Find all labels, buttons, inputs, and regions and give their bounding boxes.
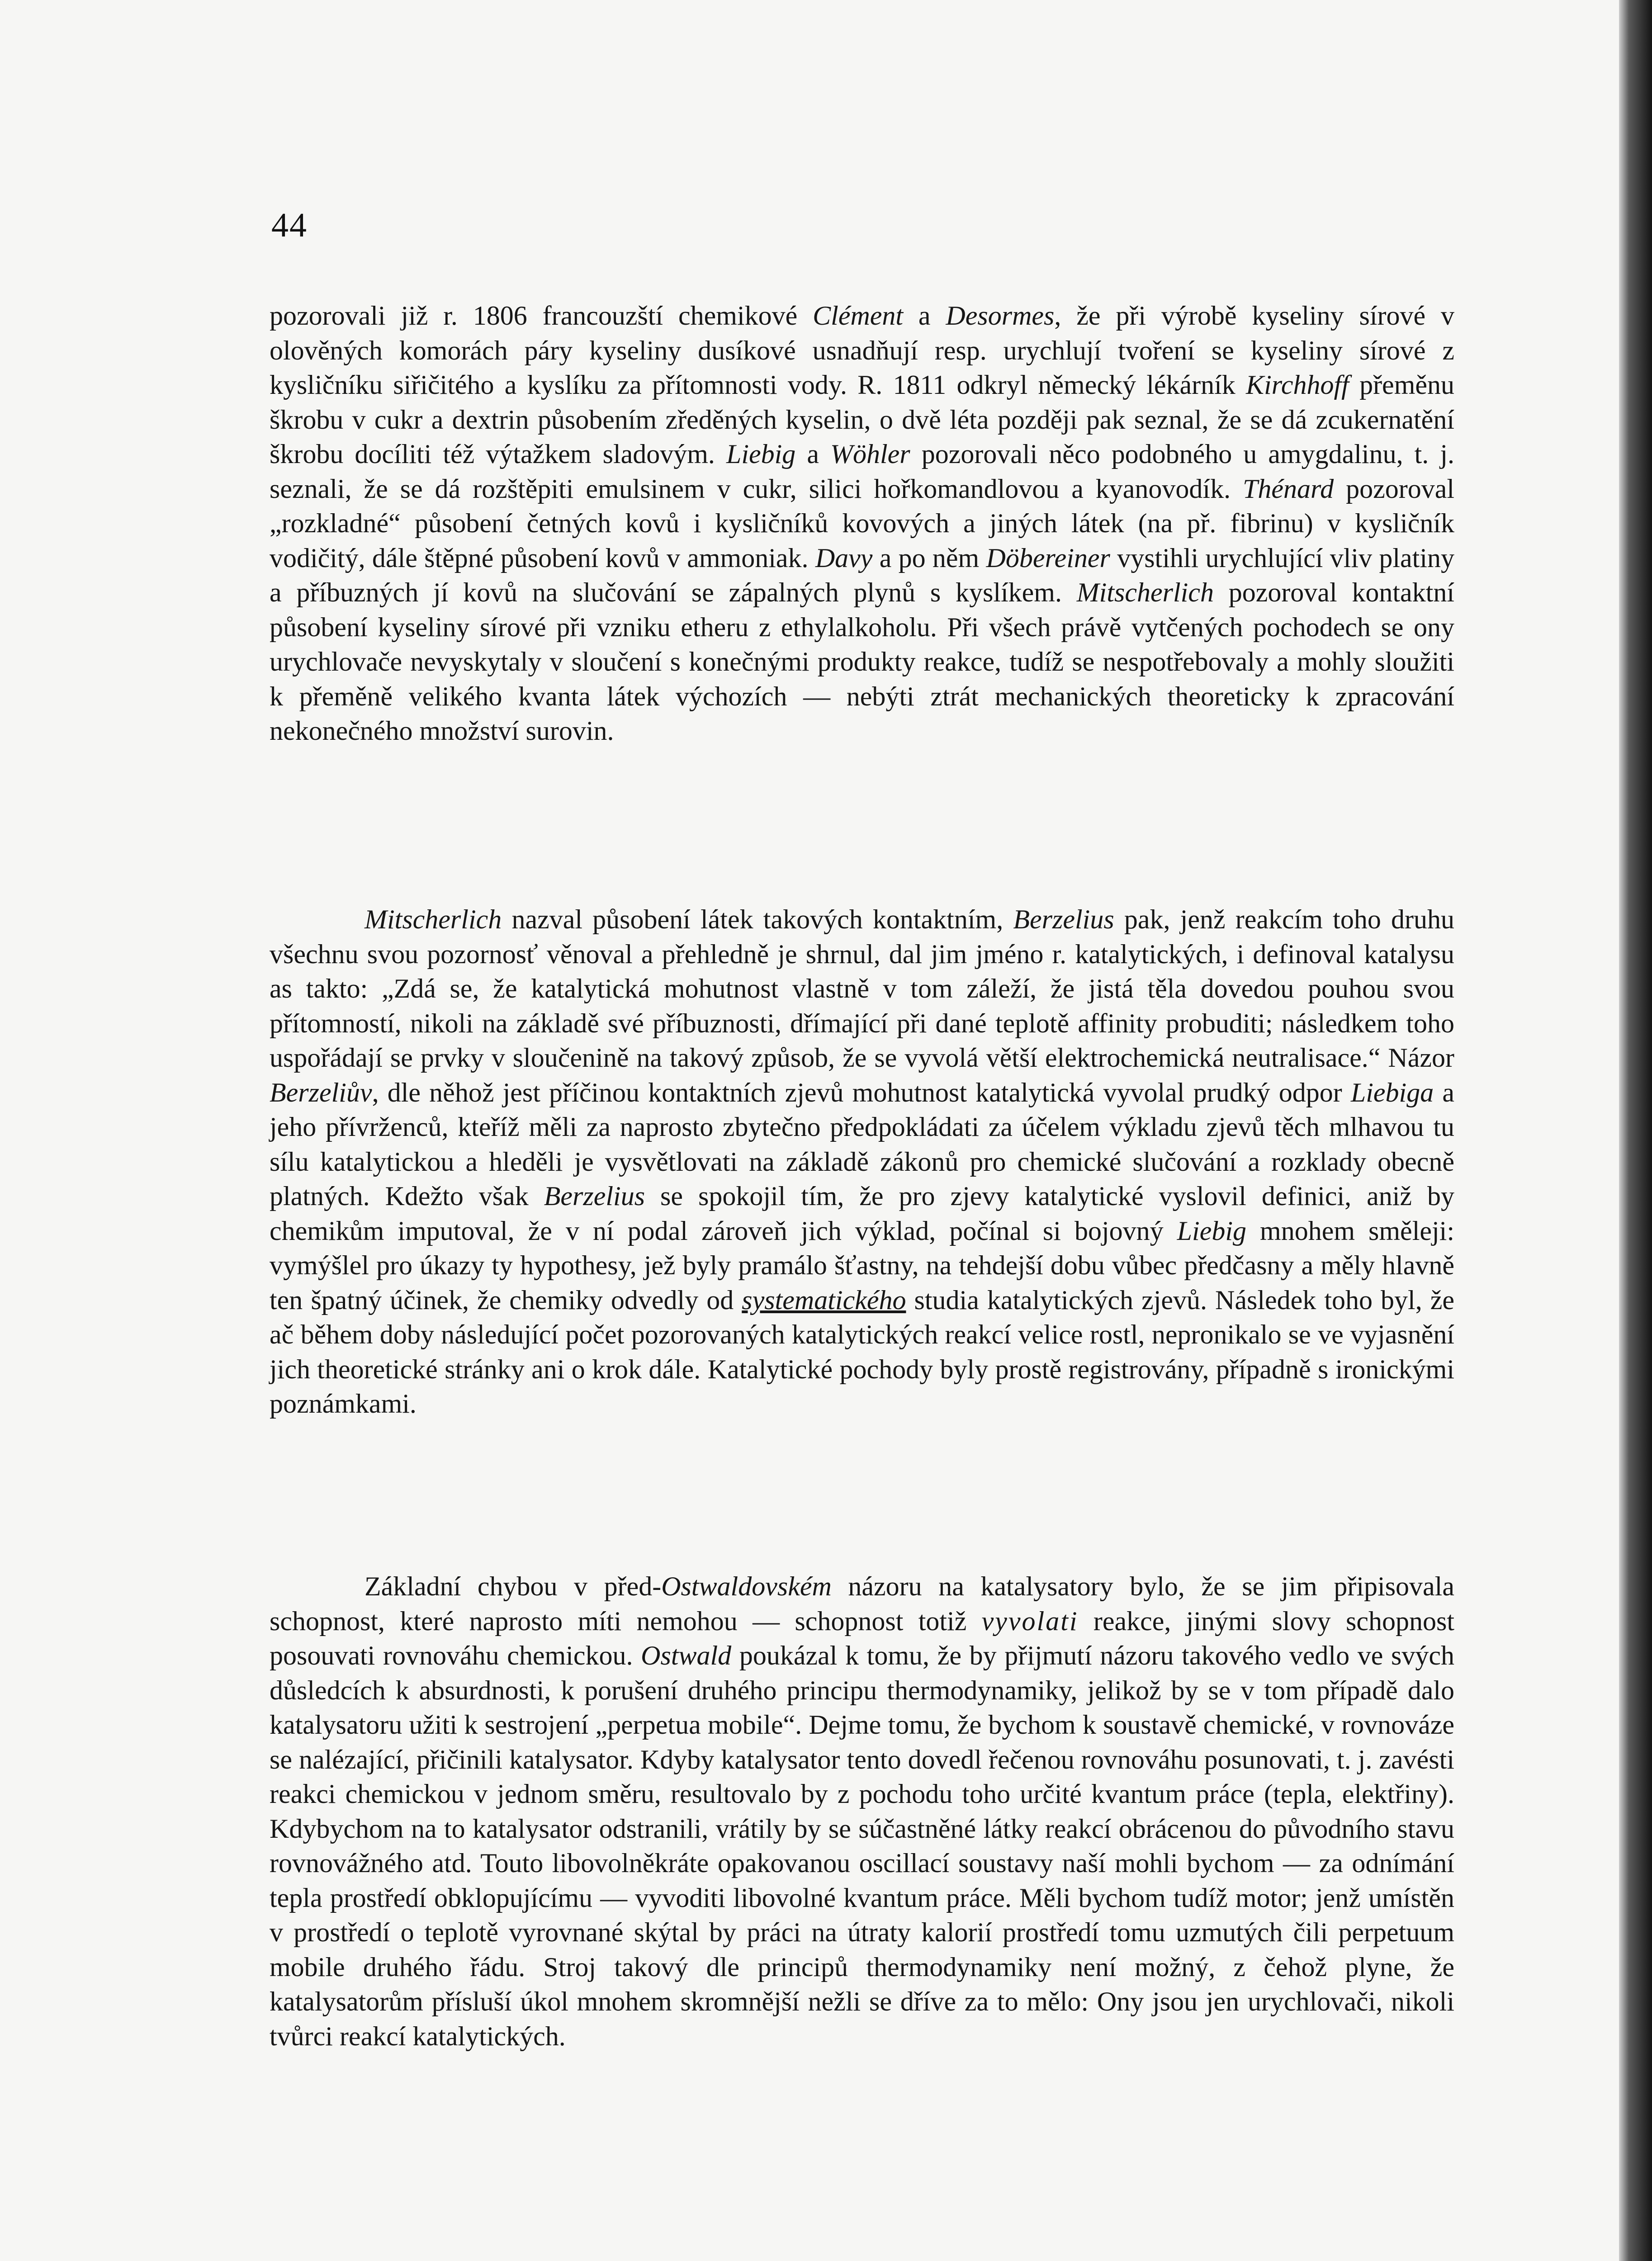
text-run: přeměnu škrobu v cukr a dextrin působením zředěných kyselin, o dvě léta později pak seznal, že se dá zcukernatění škrobu docíliti též výtažkem sladovým. [270, 370, 1454, 469]
italic-name: Liebig [1177, 1216, 1246, 1246]
italic-name: Berzelius [544, 1181, 645, 1211]
italic-name: Liebig [726, 439, 796, 469]
italic-name: Davy [815, 543, 873, 573]
page-number: 44 [271, 206, 308, 244]
text-run: a [903, 301, 946, 331]
italic-name: Mitscherlich [1076, 577, 1214, 607]
italic-name: Mitscherlich [364, 904, 502, 934]
paragraph-3 [270, 1569, 1454, 2053]
italic-name: Thénard [1243, 473, 1334, 504]
italic-name: systematického [742, 1285, 906, 1315]
text-run: pozorovali již r. 1806 francouzští chemikové [270, 301, 813, 331]
italic-name: vyvolati [981, 1606, 1079, 1636]
text-run: mnohem směleji: vymýšlel pro úkazy ty hypothesy, jež byly pramálo šťastny, na tehdejší dobu vůbec předčasny a měly hlavně ten špatný účinek, že chemiky odvedly od [270, 1216, 1454, 1315]
text-run: a jeho přívrženců, kteříž měli za naprosto zbytečno předpokládati za účelem výkladu zjevů těch mlhavou tu sílu katalytickou a hleděli je vysvětlovati na základě zákonů pro chemické slučování a rozklady obecně platných. Kdežto však [270, 1077, 1454, 1211]
italic-name: Kirchhoff [1246, 370, 1349, 400]
text-run: a [795, 439, 831, 469]
italic-name: Liebiga [1350, 1077, 1434, 1107]
italic-name: Wöhler [830, 439, 910, 469]
scan-page-edge [1619, 0, 1652, 2261]
text-run: , že při výrobě kyseliny sírové v olověných komorách páry kyseliny dusíkové usnadňují resp. urychlují tvoření se kyseliny sírové z kysličníku siřičitého a kyslíku za přítomnosti vody. R. 1811 odkryl německý lékárník [270, 301, 1454, 400]
text-run: pozoroval kontaktní působení kyseliny sírové při vzniku etheru z ethylalkoholu. Při všech právě vytčených pochodech se ony urychlovače nevyskytaly v sloučení s konečnými produkty reakce, tudíž se nespotřebovaly a mohly sloužiti k přeměně velikého kvanta látek výchozích — nebýti ztrát mechanických theoreticky k zpracování nekonečného množství surovin. [270, 577, 1454, 746]
text-run: reakce, jinými slovy schopnost posouvati rovnováhu chemickou. [270, 1606, 1455, 1670]
italic-name: Berzelius [1013, 904, 1114, 934]
text-run: , dle něhož jest příčinou kontaktních zjevů mohutnost katalytická vyvolal prudký odpor [372, 1077, 1351, 1107]
text-run: pozoroval „rozkladné“ působení četných kovů i kysličníků kovových a jiných látek (na př. fibrinu) v kysličník vodičitý, dále štěpné působení kovů v ammoniak. [270, 473, 1454, 573]
italic-name: Desormes [946, 301, 1055, 331]
italic-name: Berzeliův [270, 1077, 372, 1107]
text-run: názoru na katalysatory bylo, že se jim připisovala schopnost, které naprosto míti nemohou — schopnost totiž [270, 1571, 1454, 1636]
text-run: nazval působení látek takových kontaktním, [502, 904, 1013, 934]
text-run: se spokojil tím, že pro zjevy katalytické vyslovil definici, aniž by chemikům imputoval, že v ní podal zároveň jich výklad, počínal si bojovný [270, 1181, 1454, 1246]
paragraph-2 [270, 902, 1454, 1421]
text-run: studia katalytických zjevů. Následek toho byl, že ač během doby následující počet pozorovaných katalytických reakcí velice rostl, nepronikalo se ve vyjasnění jich theoretické stránky ani o krok dále. Katalytické pochody byly prostě registrovány, případně s ironickými poznámkami. [270, 1285, 1454, 1419]
italic-name: Döbereiner [986, 543, 1110, 573]
text-run: Základní chybou v před- [364, 1571, 662, 1601]
italic-name: Clément [813, 301, 904, 331]
text-run: poukázal k tomu, že by přijmutí názoru takového vedlo ve svých důsledcích k absurdnosti, k porušení druhého principu thermodynamiky, jelikož by se v tom případě dalo katalysatoru užiti k sestrojení „perpetua mobile“. Dejme tomu, že bychom k soustavě chemické, v rovnováze se nalézající, přičinili katalysator. Kdyby katalysator tento dovedl řečenou rovnováhu posunovati, t. j. zavésti reakci chemickou v jednom směru, resultovalo by z pochodu toho určité kvantum práce (tepla, elektřiny). Kdybychom na to katalysator odstranili, vrátily by se súčastněné látky reakcí obrácenou do původního stavu rovnovážného atd. Touto libovolněkráte opakovanou oscillací soustavy naší mohli bychom — za odnímání tepla prostředí obklopujícímu — vyvoditi libovolné kvantum práce. Měli bychom tudíž motor; jenž umístěn v prostředí o teplotě vyrovnané skýtal by práci na útraty kalorií prostředí tomu uzmutých čili perpetuum mobile druhého řádu. Stroj takový dle principů thermodynamiky není možný, z čehož plyne, že katalysatorům přísluší úkol mnohem skromnější nežli se dříve za to mělo: Ony jsou jen urychlovači, nikoli tvůrci reakcí katalytických. [270, 1641, 1454, 2051]
text-run: pak, jenž reakcím toho druhu všechnu svou pozornosť věnoval a přehledně je shrnul, dal jim jméno r. katalytických, i definoval katalysu as takto: „Zdá se, že katalytická mohutnost vlastně v tom záleží, že jistá těla dovedou pouhou svou přítomností, nikoli na základě své příbuznosti, dřímající při dané teplotě affinity probuditi; následkem toho uspořádají se prvky v sloučenině na takový způsob, že se vyvolá větší elektrochemická neutralisace.“ Názor [270, 904, 1454, 1073]
text-run: pozorovali něco podobného u amygdalinu, t. j. seznali, že se dá rozštěpiti emulsinem v cukr, silici hořkomandlovou a kyanovodík. [270, 439, 1454, 504]
paragraph-1 [270, 298, 1454, 748]
text-run: a po něm [872, 543, 986, 573]
italic-name: Ostwaldovském [661, 1571, 832, 1601]
italic-name: Ostwald [641, 1641, 732, 1670]
text-run: vystihli urychlující vliv platiny a příbuzných jí kovů na slučování se zápalných plynů s kyslíkem. [270, 543, 1455, 607]
